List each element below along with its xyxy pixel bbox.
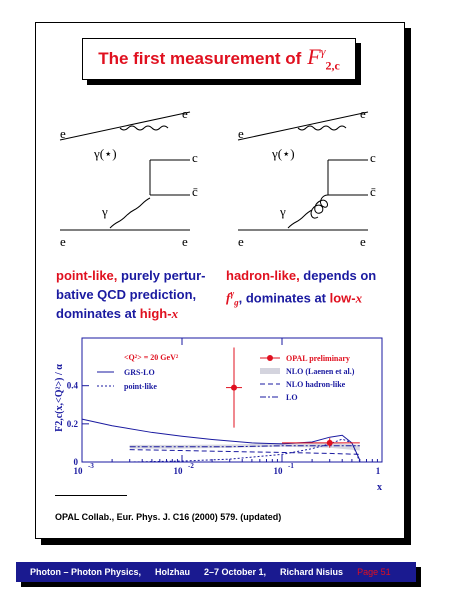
title-box bbox=[82, 38, 356, 80]
right-description bbox=[226, 266, 396, 313]
right-desc-f: f bbox=[226, 290, 231, 306]
legend-nlo-hadron: NLO hadron-like bbox=[286, 380, 346, 389]
x-tick-exponent: -3 bbox=[88, 462, 94, 470]
footer-place: Holzhau bbox=[155, 567, 191, 577]
series-nlo-band bbox=[130, 443, 360, 451]
title-symbol-base: F bbox=[307, 44, 321, 70]
photon-upper bbox=[298, 126, 346, 130]
right-desc-low: low- bbox=[329, 290, 356, 306]
right-desc-hadronlike: hadron-like, bbox=[226, 268, 300, 283]
feynman-diagram-left bbox=[50, 100, 215, 250]
right-desc-line1: depends on bbox=[299, 268, 377, 283]
left-label-e-bottom-left: e bbox=[60, 234, 66, 249]
right-label-e-bottom-left: e bbox=[238, 234, 244, 249]
left-label-photon-lower: γ bbox=[102, 204, 108, 219]
right-desc-x: x bbox=[355, 290, 363, 306]
legend-nlo: NLO (Laenen et al.) bbox=[286, 367, 355, 376]
y-tick-label: 0 bbox=[73, 457, 78, 467]
title-symbol-sub: 2,c bbox=[325, 58, 340, 73]
x-tick-label: 10 bbox=[273, 466, 283, 476]
right-desc-g: g bbox=[234, 297, 239, 308]
footer-author: Richard Nisius bbox=[280, 567, 344, 577]
reference-rule bbox=[55, 495, 127, 496]
footer-topic: Photon – Photon Physics, bbox=[30, 567, 142, 577]
x-tick-label: 1 bbox=[375, 466, 381, 476]
footer-date: 2–7 October 1, bbox=[204, 567, 267, 577]
x-tick-label: 10 bbox=[73, 466, 83, 476]
legend-point-like: point-like bbox=[124, 382, 157, 391]
opal-point bbox=[327, 440, 333, 446]
reference-citation: OPAL Collab., Eur. Phys. J. C16 (2000) 579. (updated) bbox=[55, 512, 282, 522]
right-label-e-top-left: e bbox=[238, 126, 244, 141]
gluon-loops bbox=[311, 195, 328, 218]
right-label-e-bottom-right: e bbox=[360, 234, 366, 249]
photon-upper bbox=[120, 126, 168, 130]
left-desc-x: x bbox=[171, 306, 179, 321]
photon-lower bbox=[110, 198, 150, 228]
legend-q2: <Q²> = 20 GeV² bbox=[124, 353, 179, 362]
footer-page-number: Page 51 bbox=[357, 567, 391, 577]
right-desc-gamma: γ bbox=[230, 289, 235, 299]
photon-lower bbox=[288, 210, 312, 228]
series-line-3 bbox=[130, 450, 360, 455]
page-title: The first measurement of bbox=[98, 49, 302, 68]
right-desc-dominates: , dominates at bbox=[238, 290, 330, 306]
left-desc-line3: dominates at bbox=[56, 306, 140, 321]
series-line-0 bbox=[82, 419, 360, 460]
electron-line-top bbox=[238, 112, 368, 140]
electron-line-top bbox=[60, 112, 190, 140]
left-label-e-bottom-right: e bbox=[182, 234, 188, 249]
legend-marker-dot bbox=[231, 385, 237, 391]
x-axis-label: x bbox=[377, 482, 382, 492]
legend-opal-dot bbox=[267, 355, 273, 361]
y-axis-label: F2,c(x,<Q²>) / α bbox=[54, 364, 65, 432]
y-tick-label: 0.2 bbox=[66, 418, 78, 429]
feynman-diagram-right bbox=[228, 100, 393, 250]
y-tick-label: 0.4 bbox=[66, 380, 78, 391]
right-label-photon-upper: γ(⋆) bbox=[272, 146, 295, 161]
title-symbol bbox=[307, 44, 340, 73]
left-desc-line1: purely pertur- bbox=[117, 268, 206, 283]
x-tick-exponent: -1 bbox=[288, 462, 294, 470]
right-desc-fg-symbol bbox=[226, 289, 239, 308]
right-label-antiquark: c̄ bbox=[370, 184, 376, 199]
left-desc-line2: bative QCD prediction, bbox=[56, 287, 197, 302]
left-label-antiquark: c̄ bbox=[192, 184, 198, 199]
f2c-chart bbox=[52, 330, 392, 492]
left-label-e-top-left: e bbox=[60, 126, 66, 141]
legend-nlo-band bbox=[260, 368, 280, 374]
left-desc-pointlike: point-like, bbox=[56, 268, 118, 283]
right-label-e-top-right: e bbox=[360, 106, 366, 121]
legend-opal: OPAL preliminary bbox=[286, 354, 350, 363]
left-label-e-top-right: e bbox=[182, 106, 188, 121]
right-label-quark: c bbox=[370, 150, 376, 165]
x-tick-exponent: -2 bbox=[188, 462, 194, 470]
left-label-photon-upper: γ(⋆) bbox=[94, 146, 117, 161]
left-description bbox=[56, 266, 226, 323]
legend-grs-lo: GRS-LO bbox=[124, 368, 155, 377]
legend-lo: LO bbox=[286, 393, 298, 402]
left-label-quark: c bbox=[192, 150, 198, 165]
x-tick-label: 10 bbox=[173, 466, 183, 476]
left-desc-high: high- bbox=[139, 306, 172, 321]
title-symbol-sup: γ bbox=[320, 44, 326, 59]
footer-bar bbox=[16, 562, 416, 582]
right-label-photon-lower: γ bbox=[280, 204, 286, 219]
